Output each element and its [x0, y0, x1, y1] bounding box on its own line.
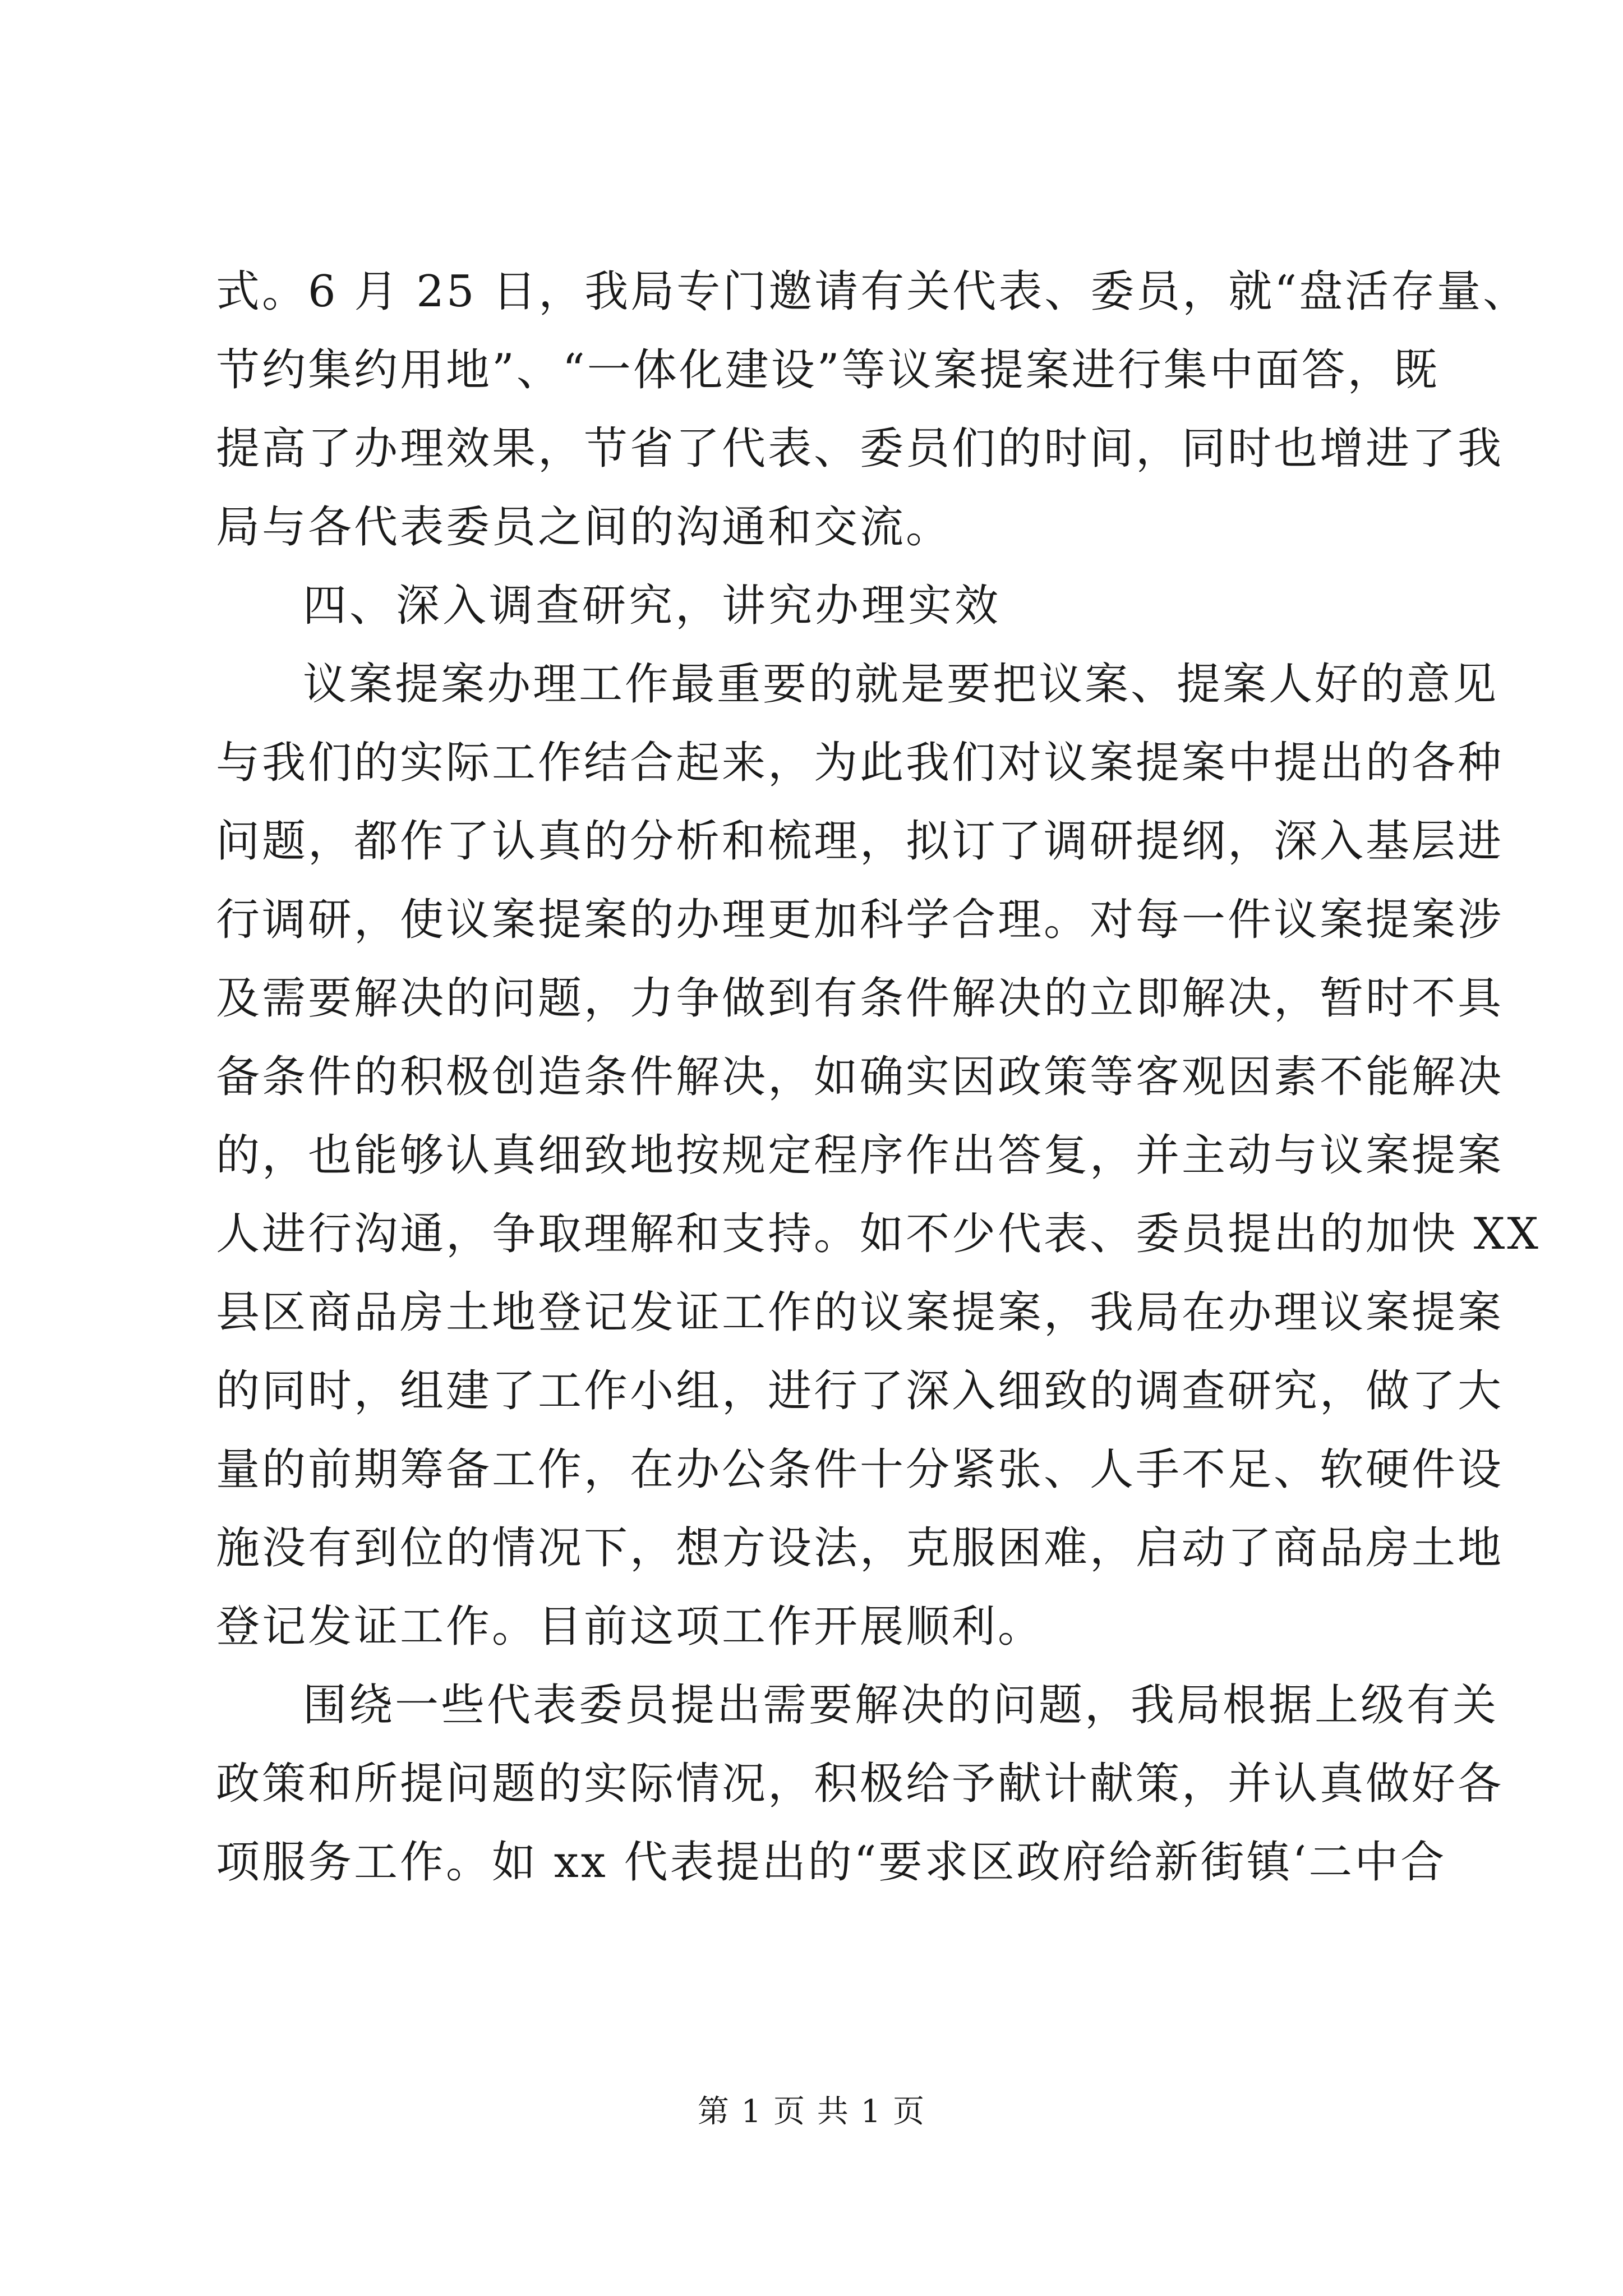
text-line: 人进行沟通，争取理解和支持。如不少代表、委员提出的加快 XX [216, 1209, 1541, 1259]
text-line: 量的前期筹备工作，在办公条件十分紧张、人手不足、软硬件设 [216, 1444, 1504, 1495]
text-line: 登记发证工作。目前这项工作开展顺利。 [216, 1602, 1044, 1652]
text-line: 备条件的积极创造条件解决，如确实因政策等客观因素不能解决 [216, 1052, 1504, 1102]
text-line: 节约集约用地”、“一体化建设”等议案提案进行集中面答，既 [216, 345, 1440, 395]
text-line: 围绕一些代表委员提出需要解决的问题，我局根据上级有关 [303, 1680, 1499, 1731]
text-line: 县区商品房土地登记发证工作的议案提案，我局在办理议案提案 [216, 1287, 1504, 1338]
page-footer: 第 1 页 共 1 页 [697, 2093, 926, 2130]
text-line: 提高了办理效果，节省了代表、委员们的时间，同时也增进了我 [216, 424, 1504, 474]
text-line: 的，也能够认真细致地按规定程序作出答复，并主动与议案提案 [216, 1130, 1504, 1181]
text-line: 行调研，使议案提案的办理更加科学合理。对每一件议案提案涉 [216, 895, 1504, 945]
text-line: 问题，都作了认真的分析和梳理，拟订了调研提纲，深入基层进 [216, 816, 1504, 867]
section-heading: 四、深入调查研究，讲究办理实效 [303, 581, 1002, 631]
text-line: 的同时，组建了工作小组，进行了深入细致的调查研究，做了大 [216, 1366, 1504, 1416]
text-line: 局与各代表委员之间的沟通和交流。 [216, 502, 952, 553]
text-line: 及需要解决的问题，力争做到有条件解决的立即解决，暂时不具 [216, 973, 1504, 1024]
text-line: 议案提案办理工作最重要的就是要把议案、提案人好的意见 [303, 659, 1499, 710]
text-line: 项服务工作。如 xx 代表提出的“要求区政府给新街镇‘二中合 [216, 1837, 1447, 1888]
text-line: 政策和所提问题的实际情况，积极给予献计献策，并认真做好各 [216, 1759, 1504, 1809]
text-line: 施没有到位的情况下，想方设法，克服困难，启动了商品房土地 [216, 1523, 1504, 1573]
text-line: 式。6 月 25 日，我局专门邀请有关代表、委员，就“盘活存量、 [216, 266, 1529, 317]
text-line: 与我们的实际工作结合起来，为此我们对议案提案中提出的各种 [216, 738, 1504, 788]
